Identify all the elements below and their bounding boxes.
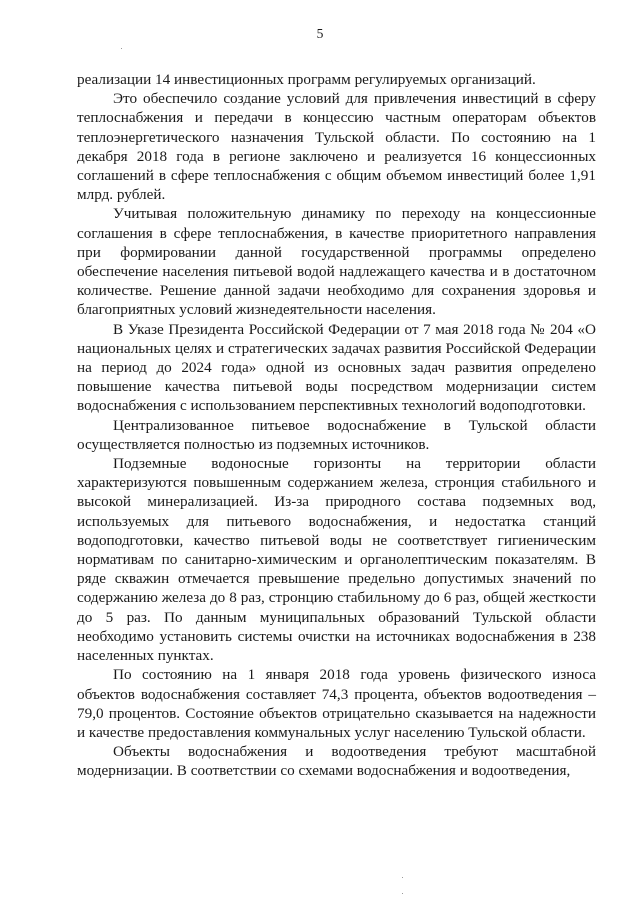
paragraph-7: По состоянию на 1 января 2018 года уровень физического износа объектов водоснабжения составляет 74,3 процента, объектов водоотведения – 79,0 процентов. Состояние объектов отрицательно сказывается на надежности и качестве предоставления коммунальных услуг населению Тульской области. (77, 666, 596, 741)
paragraph-6: Подземные водоносные горизонты на территории области характеризуются повышенным содержанием железа, стронция стабильного и высокой минерализацией. Из-за природного состава подземных вод, используемых для питьевого водоснабжения, и недостатка станций водоподготовки, качество питьевой воды не соответствует гигиеническим нормативам по санитарно-химическим и органолептическим показателям. В ряде скважин отмечается превышение предельно допустимых значений по содержанию железа до 8 раз, стронцию стабильному до 6 раз, общей жесткости до 5 раз. По данным муниципальных образований Тульской области необходимо установить системы очистки на источниках водоснабжения в 238 населенных пунктах. (77, 455, 596, 665)
paragraph-5: Централизованное питьевое водоснабжение в Тульской области осуществляется полностью из подземных источников. (77, 416, 596, 453)
scan-speck (121, 48, 122, 49)
paragraph-1: реализации 14 инвестиционных программ регулируемых организаций. (77, 71, 536, 88)
document-body (77, 70, 596, 781)
paragraph-8: Объекты водоснабжения и водоотведения требуют масштабной модернизации. В соответствии со схемами водоснабжения и водоотведения, (77, 743, 596, 780)
scan-speck (402, 893, 403, 894)
paragraph-4: В Указе Президента Российской Федерации от 7 мая 2018 года № 204 «О национальных целях и стратегических задачах развития Российской Федерации на период до 2024 года» одной из основных задач развития определено повышение качества питьевой воды посредством модернизации систем водоснабжения с использованием перспективных технологий водоподготовки. (77, 320, 596, 415)
scan-speck (402, 877, 403, 878)
page-number: 5 (316, 26, 324, 41)
paragraph-3: Учитывая положительную динамику по переходу на концессионные соглашения в сфере теплоснабжения, в качестве приоритетного направления при формировании данной государственной программы определено обеспечение населения питьевой водой надлежащего качества и в достаточном количестве. Решение данной задачи необходимо для сохранения здоровья и благоприятных условий жизнедеятельности населения. (77, 205, 596, 319)
paragraph-2: Это обеспечило создание условий для привлечения инвестиций в сферу теплоснабжения и передачи в концессию частным операторам объектов теплоэнергетического назначения Тульской области. По состоянию на 1 декабря 2018 года в регионе заключено и реализуется 16 концессионных соглашений в сфере теплоснабжения с общим объемом инвестиций более 1,91 млрд. рублей. (77, 90, 596, 204)
